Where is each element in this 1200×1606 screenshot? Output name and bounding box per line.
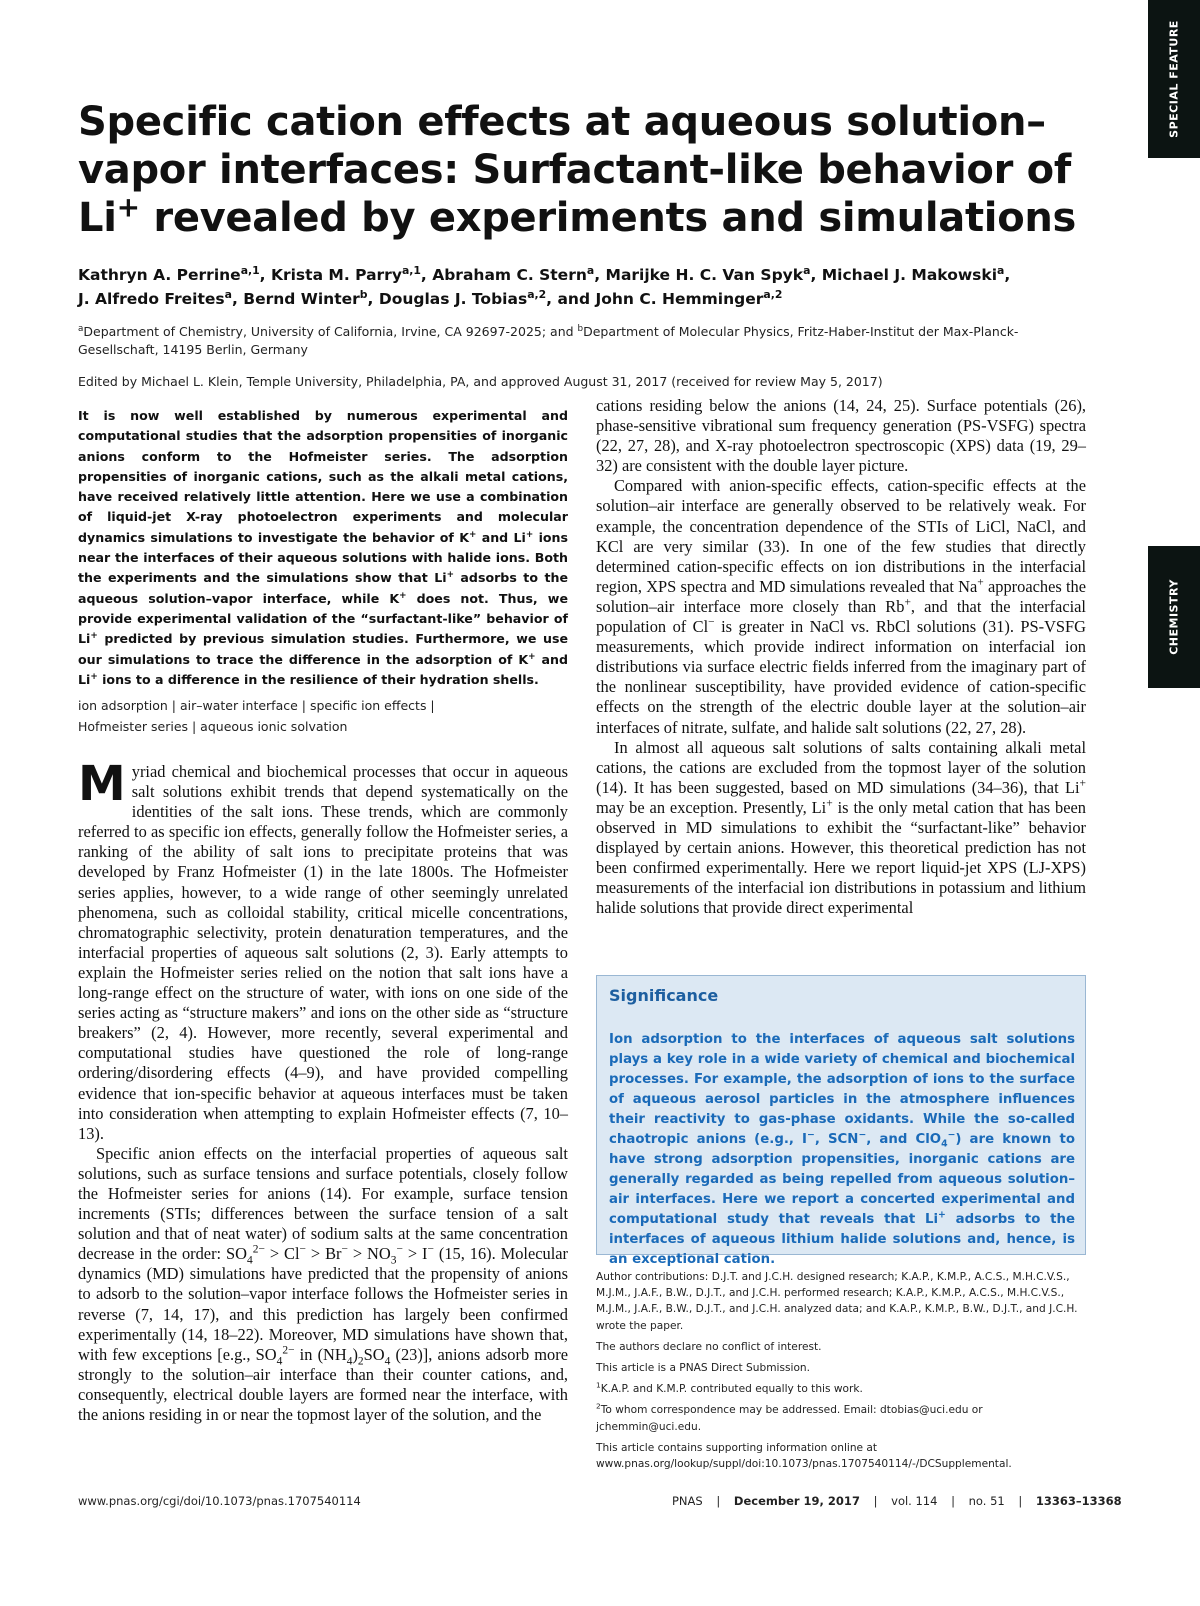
- author-contributions: Author contributions: D.J.T. and J.C.H. designed research; K.A.P., K.M.P., A.C.S., M.H.C.V.S., M.J.M., J.A.F., B.W., D.J.T., and J.C.H. performed research; K.A.P., K.M.P., A.C.S., M.H.C.V.S., M.J.M., J.A.F., B.W., D.J.T., and J.C.H. analyzed data; and K.A.P., K.M.P., B.W., D.J.T., and J.C.H. wrote the paper.: [596, 1271, 1078, 1332]
- body-column-left: [78, 756, 568, 1425]
- author: John C. Hemminger$^{a,2}$: [595, 287, 783, 308]
- footer-citation: [672, 1494, 1122, 1508]
- section-tab: [1148, 546, 1200, 688]
- edited-by: Edited by Michael L. Klein, Temple University, Philadelphia, PA, and approved August 31, 2017 (received for review May 5, 2017): [78, 374, 883, 389]
- drop-cap: M: [78, 756, 126, 812]
- special-feature-label: SPECIAL FEATURE: [1167, 20, 1181, 138]
- footer-journal: PNAS: [672, 1494, 703, 1508]
- keywords: [78, 696, 568, 737]
- body-paragraph: In almost all aqueous salt solutions of salts containing alkali metal cations, the cations are excluded from the topmost layer of the solution (14). It has been suggested, based on MD simulations (34–36), that Li+ may be an exception. Presently, Li+ is the only metal cation that has been observed in MD simulations to exhibit the “surfactant-like” behavior displayed by certain anions. However, this theoretical prediction has not been confirmed experimentally. Here we report liquid-jet XPS (LJ-XPS) measurements of the interfacial ion distributions in potassium and lithium halide solutions that provide direct experimental: [596, 737, 1086, 918]
- footer-doi[interactable]: www.pnas.org/cgi/doi/10.1073/pnas.1707540114: [78, 1494, 361, 1508]
- author: Douglas J. Tobias$^{a,2}$, and: [378, 287, 596, 308]
- significance-title: Significance: [609, 986, 719, 1005]
- footer-volume: vol. 114: [891, 1494, 938, 1508]
- footnote-1: $^1$K.A.P. and K.M.P. contributed equally to this work.: [596, 1380, 863, 1396]
- footer-separator: |: [716, 1494, 721, 1508]
- author: J. Alfredo Freites$^a$,: [78, 287, 244, 308]
- section-label: CHEMISTRY: [1167, 579, 1181, 655]
- footer-separator: |: [1018, 1494, 1023, 1508]
- significance-text: Ion adsorption to the interfaces of aqueous salt solutions plays a key role in a wide variety of chemical and biochemical processes. For example, the adsorption of ions to the surface of aqueous aerosol particles in the atmosphere influences their reactivity to gas-phase oxidants. While the so-called chaotropic anions (e.g., I−, SCN−, and ClO$_4$−) are known to have strong adsorption propensities, inorganic cations are generally regarded as being repelled from aqueous solution–air interfaces. Here we report a concerted experimental and computational study that reveals that Li+ adsorbs to the interfaces of aqueous lithium halide solutions and, hence, is an exceptional cation.: [609, 1032, 1075, 1267]
- body-paragraph: Compared with anion-specific effects, cation-specific effects at the solution–air interface are generally observed to be relatively weak. For example, the concentration dependence of the STIs of LiCl, NaCl, and KCl are very similar (33). In one of the few studies that directly determined cation-specific effects on ion distributions in the interfacial region, XPS spectra and MD simulations revealed that Na+ approaches the solution–air interface more closely than Rb+, and that the interfacial population of Cl− is greater in NaCl vs. RbCl solutions (31). PS-VSFG measurements, which provide indirect information on interfacial ion distributions via surface electric fields inferred from the imaginary part of the nonlinear susceptibility, have provided evidence of cation-specific effects on the strength of the electric double layer at the solution–air interfaces of nitrate, sulfate, and halide salt solutions (22, 27, 28).: [596, 476, 1087, 737]
- body-paragraph: Specific anion effects on the interfacial properties of aqueous salt solutions, such as surface tensions and surface potentials, closely follow the Hofmeister series for anions (14). For example, surface tension increments (STIs; differences between the surface tension of a salt solution and that of neat water) of sodium salts at the same concentration decrease in the order: $SO_4^{2-} > Cl^- > Br^- > NO_3^- > I^-$ (15, 16). Molecular dynamics (MD) simulations have predicted that the propensity of anions to adsorb to the solution–vapor interface follows the Hofmeister series in reverse (7, 14, 17), and this prediction has largely been confirmed experimentally (14, 18–22). Moreover, MD simulations have shown that, with few exceptions [e.g., $SO_4^{2-}$ in $(NH_4)_2SO_4$ (23)], anions adsorb more strongly to the solution–air interface than their counter cations, and, consequently, electrical double layers are formed near the interface, with the anions residing in or near the topmost layer of the solution, and the: [78, 1143, 568, 1424]
- conflict-statement: The authors declare no conflict of interest.: [596, 1340, 822, 1353]
- footer-separator: |: [951, 1494, 955, 1508]
- special-feature-tab: [1148, 0, 1200, 158]
- author: Bernd Winter$^b$,: [243, 287, 379, 308]
- footer-issue: no. 51: [968, 1494, 1005, 1508]
- author: Abraham C. Stern$^a$,: [432, 263, 606, 284]
- author-list: [78, 263, 1078, 311]
- author: Marijke H. C. Van Spyk$^a$,: [605, 263, 822, 284]
- footnote-2: $^2$To whom correspondence may be addressed. Email: dtobias@uci.edu or jchemmin@uci.edu.: [596, 1401, 983, 1433]
- body-paragraph: cations residing below the anions (14, 24, 25). Surface potentials (26), phase-sensitive vibrational sum frequency generation (PS-VSFG) spectra (22, 27, 28), and X-ray photoelectron spectroscopic (XPS) data (19, 29–32) are consistent with the double layer picture.: [596, 396, 1086, 476]
- keywords-line: Hofmeister series | aqueous ionic solvation: [78, 718, 348, 734]
- body-column-right: [596, 396, 1086, 918]
- supporting-info: This article contains supporting information online at www.pnas.org/lookup/suppl/doi:10.1073/pnas.1707540114/-/DCSupplemental.: [596, 1441, 1012, 1471]
- footer-pages: 13363–13368: [1035, 1494, 1122, 1508]
- keywords-line: ion adsorption | air–water interface | specific ion effects |: [78, 698, 435, 713]
- article-title: Specific cation effects at aqueous solution–vapor interfaces: Surfactant-like behavior of Li+ revealed by experiments and simulations: [78, 99, 1077, 241]
- body-paragraph: Myriad chemical and biochemical processes that occur in aqueous salt solutions exhibit trends that depend systematically on the identities of the salt ions. These trends, which are commonly referred to as specific ion effects, generally follow the Hofmeister series, a ranking of the ability of salt ions to precipitate proteins that was developed by Franz Hofmeister (1) in the late 1800s. The Hofmeister series applies, however, to a wide range of other seemingly unrelated phenomena, such as colloidal stability, critical micelle concentrations, chromatographic selectivity, protein denaturation temperatures, and the interfacial properties of aqueous salt solutions (2, 3). Early attempts to explain the Hofmeister series relied on the notion that salt ions have a long-range effect on the structure of water, with ions on one side of the series acting as “structure makers” and ions on the other side as “structure breakers” (2, 4). However, more recently, several experimental and computational studies have questioned the role of long-range ordering/disordering effects (4–9), and have provided compelling evidence that ion-specific behavior at aqueous interfaces must be taken into consideration when attempting to explain Hofmeister effects (7, 10–13).: [78, 756, 568, 1143]
- footer-separator: |: [873, 1494, 878, 1508]
- submission-note: This article is a PNAS Direct Submission.: [596, 1362, 811, 1375]
- author: Kathryn A. Perrine$^{a,1}$,: [78, 263, 271, 284]
- affiliations: $^a$Department of Chemistry, University of California, Irvine, CA 92697-2025; and $^b$Department of Molecular Physics, Fritz-Haber-Institut der Max-Planck-Gesellschaft, 14195 Berlin, Germany: [78, 323, 1019, 357]
- significance-box: [596, 975, 1086, 1267]
- footer-date: December 19, 2017: [733, 1494, 860, 1508]
- article-notes: [596, 1269, 1088, 1477]
- abstract: It is now well established by numerous experimental and computational studies that the adsorption propensities of inorganic anions conform to the Hofmeister series. The adsorption propensities of inorganic cations, such as the alkali metal cations, have received relatively little attention. Here we use a combination of liquid-jet X-ray photoelectron experiments and molecular dynamics simulations to investigate the behavior of K+ and Li+ ions near the interfaces of their aqueous solutions with halide ions. Both the experiments and the simulations show that Li+ adsorbs to the aqueous solution–vapor interface, while K+ does not. Thus, we provide experimental validation of the “surfactant-like” behavior of Li+ predicted by previous simulation studies. Furthermore, we use our simulations to trace the difference in the adsorption of K+ and Li+ ions to a difference in the resilience of their hydration shells.: [78, 408, 569, 687]
- author: Krista M. Parry$^{a,1}$,: [270, 263, 433, 284]
- author: Michael J. Makowski$^a$,: [821, 263, 1011, 284]
